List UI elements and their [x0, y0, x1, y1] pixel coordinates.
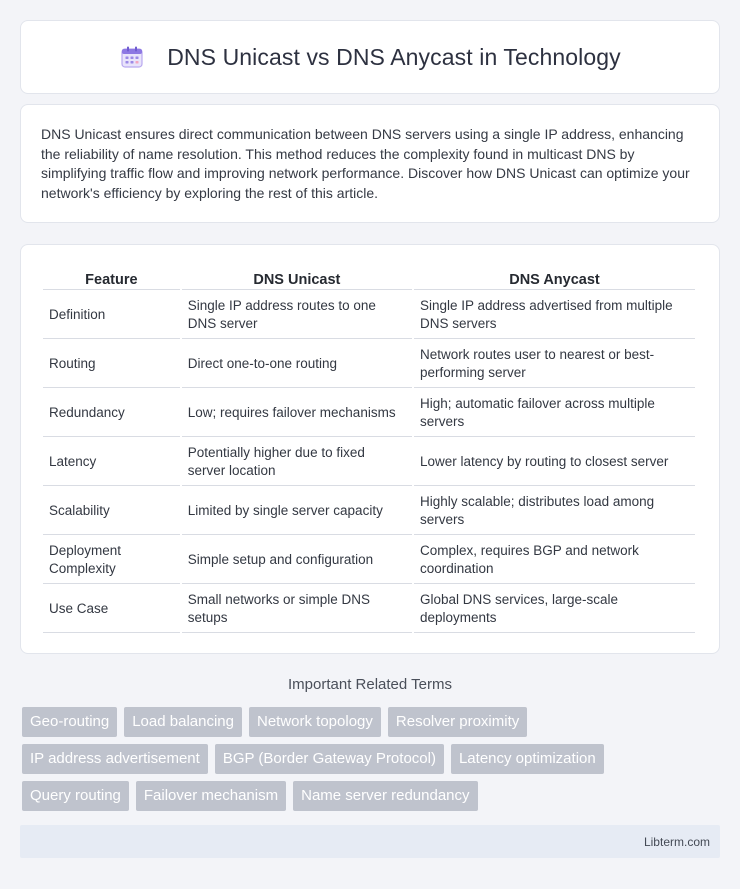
table-row [43, 586, 695, 633]
comparison-table [41, 265, 697, 635]
anycast-cell: Network routes user to nearest or best-performing server [414, 341, 695, 388]
tag-latency-optimization[interactable]: Latency optimization [451, 744, 604, 774]
table-row [43, 390, 695, 437]
anycast-cell: Global DNS services, large-scale deployments [414, 586, 695, 633]
feature-cell: Use Case [43, 586, 180, 633]
footer [20, 825, 720, 858]
related-terms-title: Important Related Terms [288, 676, 452, 693]
unicast-cell: Direct one-to-one routing [182, 341, 412, 388]
anycast-cell: Single IP address advertised from multiple DNS servers [414, 292, 695, 339]
anycast-cell: Lower latency by routing to closest server [414, 439, 695, 486]
tag-name-server-redundancy[interactable]: Name server redundancy [293, 781, 477, 811]
table-row [43, 292, 695, 339]
tag-ip-address-advertisement[interactable]: IP address advertisement [22, 744, 208, 774]
unicast-cell: Limited by single server capacity [182, 488, 412, 535]
intro-text: DNS Unicast ensures direct communication between DNS servers using a single IP address, enhancing the reliability of name resolution. This method reduces the complexity found in multicast DNS by simplifying traffic flow and improving network performance. Discover how DNS Unicast can optimize your network's efficiency by exploring the rest of this article. [41, 126, 690, 201]
tag-geo-routing[interactable]: Geo-routing [22, 707, 117, 737]
anycast-cell: Complex, requires BGP and network coordination [414, 537, 695, 584]
tag-network-topology[interactable]: Network topology [249, 707, 381, 737]
table-row [43, 341, 695, 388]
tag-failover-mechanism[interactable]: Failover mechanism [136, 781, 286, 811]
tag-load-balancing[interactable]: Load balancing [124, 707, 242, 737]
header-feature: Feature [43, 267, 180, 290]
tag-row [22, 707, 722, 737]
tag-bgp[interactable]: BGP (Border Gateway Protocol) [215, 744, 444, 774]
anycast-cell: High; automatic failover across multiple servers [414, 390, 695, 437]
tag-resolver-proximity[interactable]: Resolver proximity [388, 707, 527, 737]
feature-cell: Scalability [43, 488, 180, 535]
header-dns-unicast: DNS Unicast [182, 267, 412, 290]
title-card [20, 20, 720, 94]
feature-cell: Redundancy [43, 390, 180, 437]
unicast-cell: Potentially higher due to fixed server location [182, 439, 412, 486]
anycast-cell: Highly scalable; distributes load among servers [414, 488, 695, 535]
intro-card [20, 104, 720, 223]
unicast-cell: Simple setup and configuration [182, 537, 412, 584]
feature-cell: Latency [43, 439, 180, 486]
tag-row [22, 744, 722, 774]
calendar-icon [119, 44, 145, 70]
table-row [43, 488, 695, 535]
footer-brand[interactable]: Libterm.com [643, 835, 710, 849]
feature-cell: Definition [43, 292, 180, 339]
header-dns-anycast: DNS Anycast [414, 267, 695, 290]
page-title: DNS Unicast vs DNS Anycast in Technology [167, 43, 621, 70]
related-terms-tags [22, 707, 722, 818]
tag-row [22, 781, 722, 811]
feature-cell: Routing [43, 341, 180, 388]
unicast-cell: Low; requires failover mechanisms [182, 390, 412, 437]
tag-query-routing[interactable]: Query routing [22, 781, 129, 811]
table-header-row [43, 267, 695, 290]
unicast-cell: Single IP address routes to one DNS server [182, 292, 412, 339]
unicast-cell: Small networks or simple DNS setups [182, 586, 412, 633]
table-row [43, 439, 695, 486]
comparison-table-card [20, 244, 720, 654]
feature-cell: Deployment Complexity [43, 537, 180, 584]
table-row [43, 537, 695, 584]
